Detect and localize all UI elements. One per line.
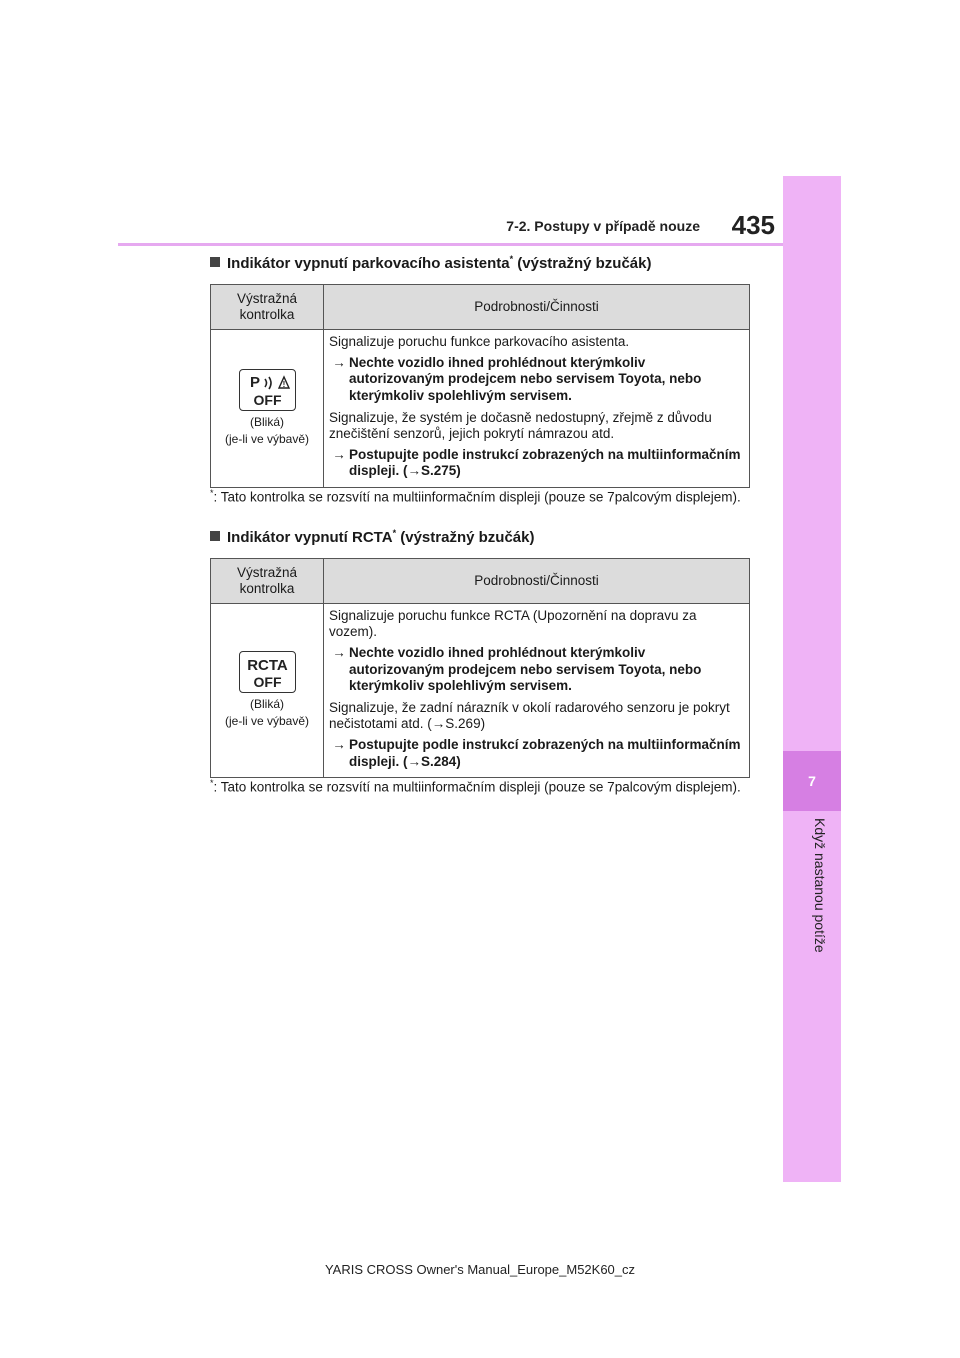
column-header-details: Podrobnosti/Činnosti [324, 285, 750, 330]
square-bullet-icon [210, 257, 220, 267]
section-heading: 7-2. Postupy v případě nouze [506, 218, 700, 234]
chapter-side-band [783, 176, 841, 1182]
svg-text:!: ! [282, 379, 285, 389]
manual-footer: YARIS CROSS Owner's Manual_Europe_M52K60_cz [324, 1262, 636, 1277]
detail-paragraph: Signalizuje, že systém je dočasně nedostupný, zřejmě z důvodu znečištění senzorů, jejich pokrytí námrazou atd. [329, 409, 712, 441]
chapter-number: 7 [808, 773, 816, 789]
lamp-note-blinks: (Bliká) [249, 697, 284, 712]
column-header-lamp: Výstražná kontrolka [211, 285, 324, 330]
details-cell [324, 330, 750, 488]
svg-text:OFF: OFF [253, 391, 281, 408]
action-item: → Postupujte podle instrukcí zobrazených na multiinformačním displeji. (→S.284) [329, 737, 743, 769]
svg-text:P: P [249, 373, 260, 391]
arrow-right-icon: → [332, 737, 346, 753]
header-rule [118, 243, 783, 246]
lamp-note-equipment: (je-li ve výbavě) [224, 432, 310, 447]
column-header-details: Podrobnosti/Činnosti [324, 559, 750, 604]
lamp-cell [211, 330, 324, 488]
detail-paragraph: Signalizuje poruchu funkce RCTA (Upozornění na dopravu za vozem). [329, 608, 697, 640]
lamp-cell [211, 604, 324, 778]
parking-assist-off-icon [239, 369, 296, 411]
chapter-tab [783, 751, 841, 811]
warning-table-parking-assist [210, 284, 750, 488]
warning-table-rcta [210, 558, 750, 778]
rcta-off-icon [239, 651, 296, 693]
footnote-rcta: *: Tato kontrolka se rozsvítí na multiinformačním displeji (pouze se 7palcovým displejem). [210, 778, 741, 795]
page-number: 435 [731, 210, 775, 240]
arrow-right-icon: → [332, 645, 346, 661]
square-bullet-icon [210, 531, 220, 541]
action-item: → Nechte vozidlo ihned prohlédnout kterýmkoliv autorizovaným prodejcem nebo servisem Toyota, nebo kterýmkoliv spolehlivým servisem. [329, 355, 743, 404]
details-cell [324, 604, 750, 778]
footnote-parking-assist: *: Tato kontrolka se rozsvítí na multiinformačním displeji (pouze se 7palcovým displejem). [210, 488, 741, 505]
section-title-rcta: Indikátor vypnutí RCTA* (výstražný bzučák) [210, 528, 534, 546]
lamp-note-equipment: (je-li ve výbavě) [224, 714, 310, 729]
lamp-note-blinks: (Bliká) [249, 415, 284, 430]
column-header-lamp: Výstražná kontrolka [211, 559, 324, 604]
section-title-parking-assist: Indikátor vypnutí parkovacího asistenta* (výstražný bzučák) [210, 254, 651, 272]
svg-text:RCTA: RCTA [246, 656, 288, 674]
action-item: → Postupujte podle instrukcí zobrazených na multiinformačním displeji. (→S.275) [329, 447, 743, 479]
arrow-right-icon: → [332, 355, 346, 371]
svg-text:OFF: OFF [253, 673, 281, 690]
chapter-label: Když nastanou potíže [812, 818, 828, 953]
arrow-right-icon: → [332, 447, 346, 463]
detail-paragraph: Signalizuje, že zadní nárazník v okolí radarového senzoru je pokryt nečistotami atd. (→S.269) [329, 699, 730, 732]
detail-paragraph: Signalizuje poruchu funkce parkovacího asistenta. [329, 334, 630, 349]
action-item: → Nechte vozidlo ihned prohlédnout kterýmkoliv autorizovaným prodejcem nebo servisem Toyota, nebo kterýmkoliv spolehlivým servisem. [329, 645, 743, 694]
